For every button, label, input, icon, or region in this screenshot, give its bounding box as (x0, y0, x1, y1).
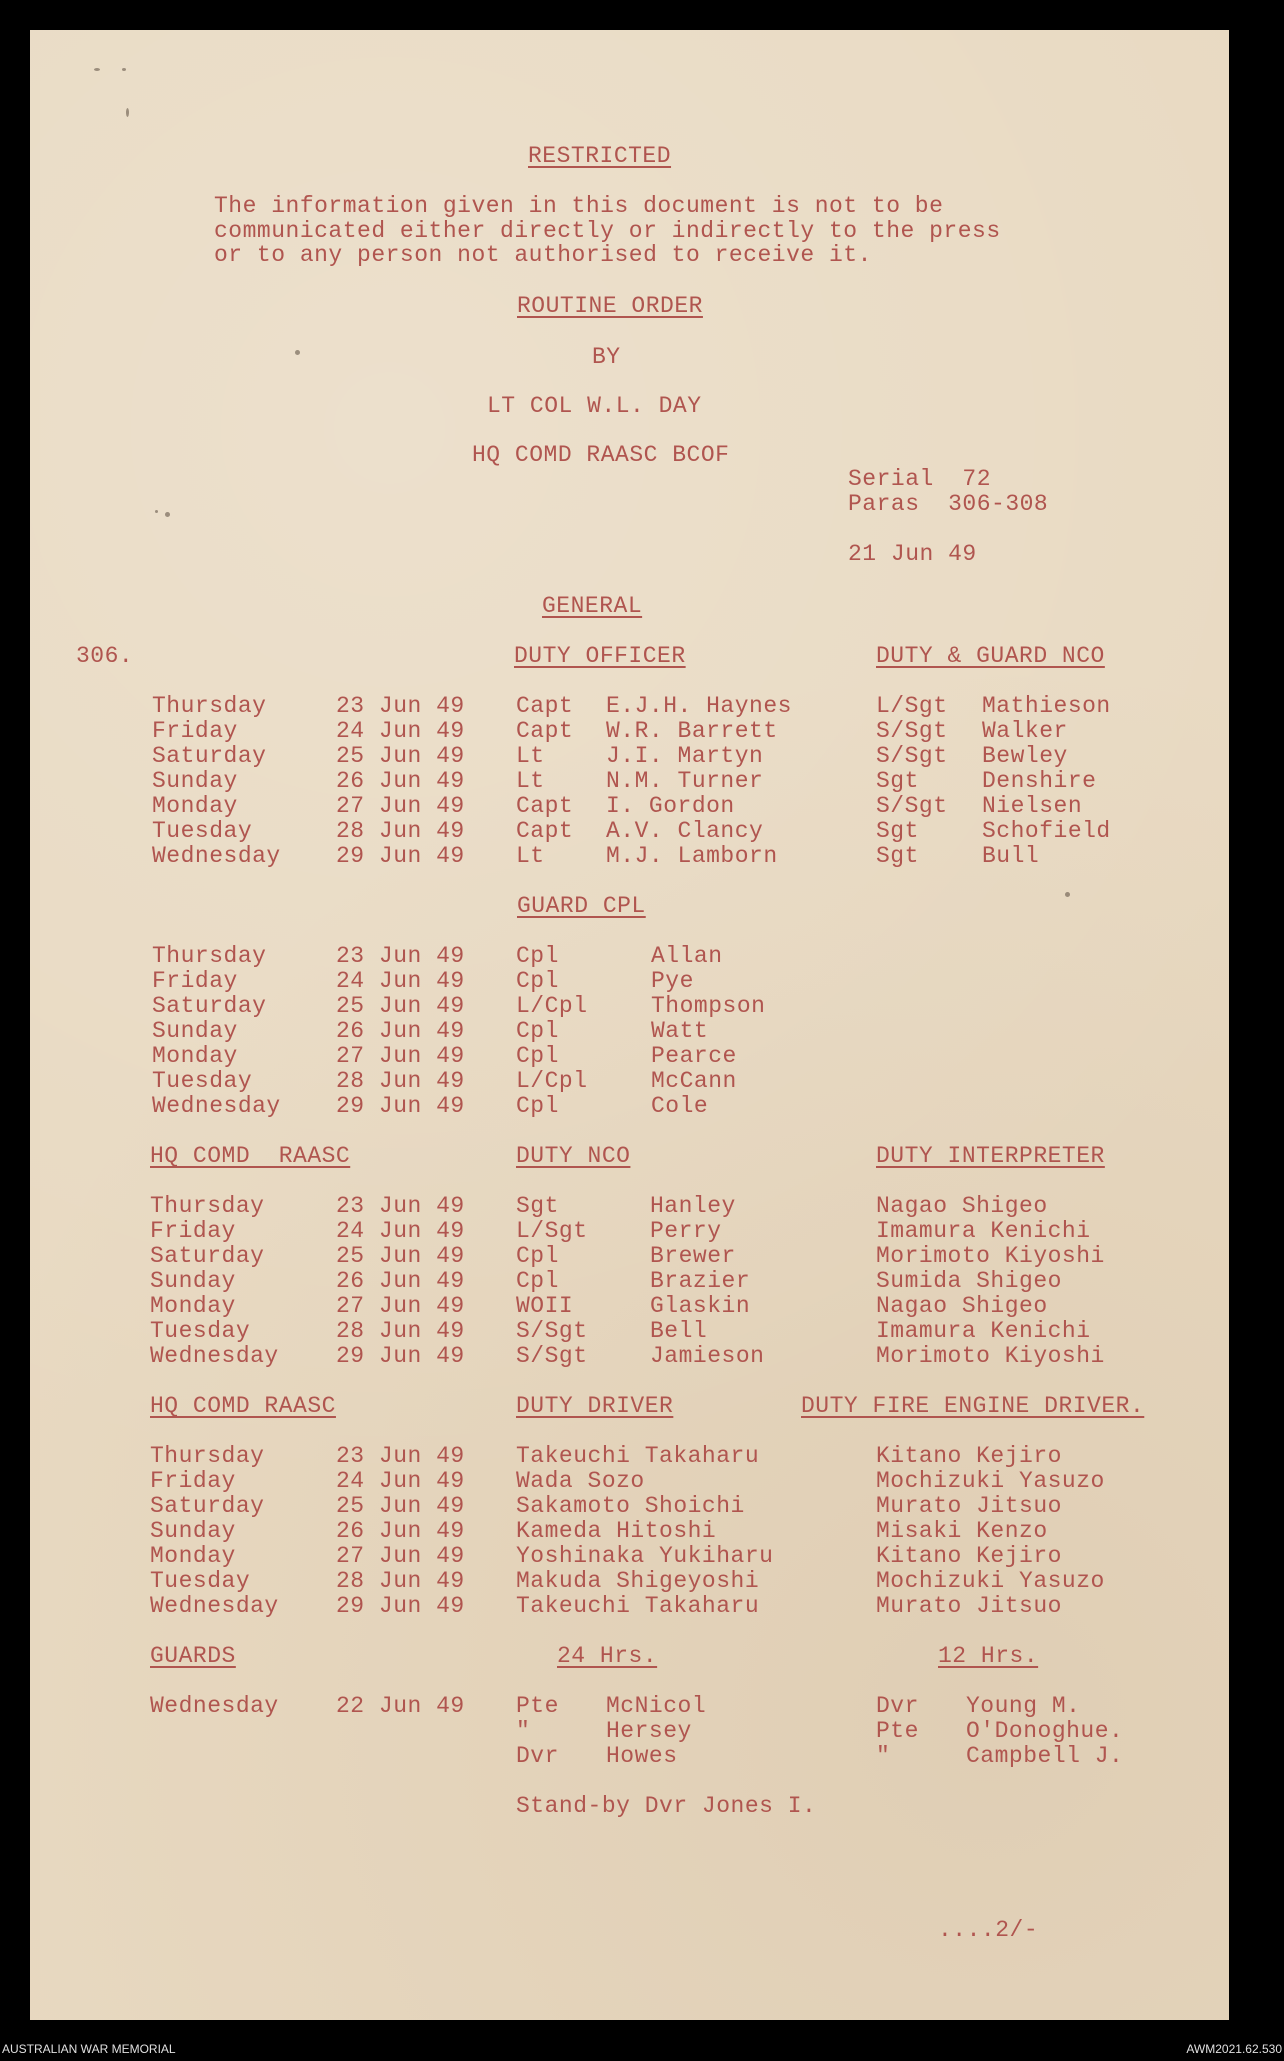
table-row (30, 1069, 1229, 1094)
date-cell: 28 Jun 49 (336, 1568, 465, 1594)
day-cell: Thursday (152, 943, 267, 969)
date-cell: 25 Jun 49 (336, 993, 465, 1019)
table-row (30, 1194, 1229, 1219)
day-cell: Friday (152, 718, 238, 744)
name-cell: Glaskin (650, 1293, 751, 1319)
interpreter-cell: Imamura Kenichi (876, 1218, 1091, 1244)
table-row (30, 1469, 1229, 1494)
name-cell: Thompson (651, 993, 766, 1019)
interpreter-cell: Nagao Shigeo (876, 1193, 1048, 1219)
nco-rank-cell: L/Sgt (876, 693, 948, 719)
interpreter-cell: Nagao Shigeo (876, 1293, 1048, 1319)
name-cell: N.M. Turner (606, 768, 764, 794)
interpreter-cell: Morimoto Kiyoshi (876, 1243, 1105, 1269)
date-cell: 28 Jun 49 (336, 1318, 465, 1344)
day-cell: Wednesday (150, 1693, 279, 1719)
table-row (30, 994, 1229, 1019)
rank-cell: Cpl (516, 1018, 559, 1044)
day-cell: Saturday (152, 993, 267, 1019)
date-cell: 24 Jun 49 (336, 1218, 465, 1244)
nco-name-cell: Mathieson (982, 693, 1111, 719)
hq-comd-heading: HQ COMD RAASC (150, 1393, 336, 1419)
name-cell: Cole (651, 1093, 709, 1119)
rank-cell: Cpl (516, 1093, 559, 1119)
fire-driver-cell: Mochizuki Yasuzo (876, 1468, 1105, 1494)
rank-cell: Cpl (516, 1243, 559, 1269)
rank-cell: L/Cpl (516, 993, 588, 1019)
paper-mark (295, 350, 300, 355)
name-cell: A.V. Clancy (606, 818, 764, 844)
date-cell: 27 Jun 49 (336, 1043, 465, 1069)
date-cell: 25 Jun 49 (336, 1243, 465, 1269)
date-cell: 23 Jun 49 (336, 1193, 465, 1219)
hq-comd-heading: HQ COMD RAASC (150, 1143, 351, 1169)
day-cell: Saturday (150, 1493, 265, 1519)
archive-footer-right: AWM2021.62.530 (1186, 2042, 1282, 2056)
name-cell: M.J. Lamborn (606, 843, 778, 869)
driver-cell: Kameda Hitoshi (516, 1518, 717, 1544)
order-date: 21 Jun 49 (848, 541, 977, 567)
nco-rank-cell: Sgt (876, 843, 919, 869)
rank-cell: Cpl (516, 968, 559, 994)
table-row (30, 969, 1229, 994)
name-24-cell: Hersey (606, 1718, 692, 1744)
table-row (30, 1569, 1229, 1594)
rank-cell: Lt (516, 743, 545, 769)
notice-line: communicated either directly or indirectly to the press (214, 218, 1001, 244)
date-cell: 26 Jun 49 (336, 1268, 465, 1294)
notice-line: The information given in this document is not to be (214, 193, 944, 219)
day-cell: Tuesday (150, 1318, 251, 1344)
day-cell: Wednesday (152, 1093, 281, 1119)
date-cell: 27 Jun 49 (336, 1543, 465, 1569)
date-cell: 22 Jun 49 (336, 1693, 465, 1719)
date-cell: 24 Jun 49 (336, 718, 465, 744)
table-row (30, 1719, 1229, 1744)
routine-order-heading: ROUTINE ORDER (517, 293, 703, 319)
table-row (30, 794, 1229, 819)
paras-range: Paras 306-308 (848, 491, 1049, 517)
name-cell: W.R. Barrett (606, 718, 778, 744)
date-cell: 26 Jun 49 (336, 768, 465, 794)
table-row (30, 1544, 1229, 1569)
rank-cell: Lt (516, 843, 545, 869)
officer-name: LT COL W.L. DAY (487, 393, 702, 419)
unit-name: HQ COMD RAASC BCOF (472, 442, 730, 468)
table-row (30, 1319, 1229, 1344)
duty-fire-engine-driver-heading: DUTY FIRE ENGINE DRIVER. (801, 1393, 1145, 1419)
table-row (30, 1744, 1229, 1769)
day-cell: Thursday (150, 1193, 265, 1219)
name-cell: E.J.H. Haynes (606, 693, 792, 719)
rank-cell: L/Cpl (516, 1068, 588, 1094)
table-row (30, 1269, 1229, 1294)
day-cell: Saturday (152, 743, 267, 769)
nco-name-cell: Schofield (982, 818, 1111, 844)
guard-cpl-heading: GUARD CPL (517, 893, 646, 919)
rank-cell: Cpl (516, 943, 559, 969)
nco-rank-cell: S/Sgt (876, 718, 948, 744)
fire-driver-cell: Misaki Kenzo (876, 1518, 1048, 1544)
date-cell: 29 Jun 49 (336, 843, 465, 869)
rank-cell: Capt (516, 693, 574, 719)
driver-cell: Makuda Shigeyoshi (516, 1568, 760, 1594)
rank-12-cell: Pte (876, 1718, 919, 1744)
table-row (30, 769, 1229, 794)
paper-mark (155, 510, 158, 513)
day-cell: Wednesday (150, 1343, 279, 1369)
nco-name-cell: Denshire (982, 768, 1097, 794)
fire-driver-cell: Kitano Kejiro (876, 1443, 1062, 1469)
date-cell: 23 Jun 49 (336, 943, 465, 969)
duty-nco-heading: DUTY NCO (516, 1143, 631, 1169)
name-24-cell: Howes (606, 1743, 678, 1769)
name-cell: Pearce (651, 1043, 737, 1069)
name-cell: Perry (650, 1218, 722, 1244)
paper-mark (122, 68, 126, 71)
driver-cell: Takeuchi Takaharu (516, 1593, 760, 1619)
date-cell: 29 Jun 49 (336, 1093, 465, 1119)
name-24-cell: McNicol (606, 1693, 707, 1719)
name-cell: I. Gordon (606, 793, 735, 819)
fire-driver-cell: Murato Jitsuo (876, 1493, 1062, 1519)
name-cell: Pye (651, 968, 694, 994)
date-cell: 29 Jun 49 (336, 1343, 465, 1369)
nco-rank-cell: Sgt (876, 768, 919, 794)
date-cell: 23 Jun 49 (336, 693, 465, 719)
day-cell: Monday (150, 1543, 236, 1569)
paper-mark (94, 68, 100, 71)
rank-cell: Cpl (516, 1268, 559, 1294)
rank-cell: Lt (516, 768, 545, 794)
duty-officer-heading: DUTY OFFICER (514, 643, 686, 669)
fire-driver-cell: Mochizuki Yasuzo (876, 1568, 1105, 1594)
paper-mark (1065, 892, 1070, 897)
rank-cell: L/Sgt (516, 1218, 588, 1244)
nco-name-cell: Walker (982, 718, 1068, 744)
standby-driver: Stand-by Dvr Jones I. (516, 1793, 817, 1819)
day-cell: Sunday (150, 1518, 236, 1544)
duty-guard-nco-heading: DUTY & GUARD NCO (876, 643, 1105, 669)
duty-driver-heading: DUTY DRIVER (516, 1393, 674, 1419)
table-row (30, 1494, 1229, 1519)
day-cell: Tuesday (150, 1568, 251, 1594)
day-cell: Friday (150, 1218, 236, 1244)
rank-12-cell: " (876, 1743, 891, 1769)
table-row (30, 719, 1229, 744)
table-row (30, 1519, 1229, 1544)
day-cell: Monday (152, 1043, 238, 1069)
rank-cell: Capt (516, 818, 574, 844)
table-row (30, 1344, 1229, 1369)
name-cell: Allan (651, 943, 723, 969)
nco-name-cell: Bewley (982, 743, 1068, 769)
table-row (30, 1294, 1229, 1319)
driver-cell: Yoshinaka Yukiharu (516, 1543, 774, 1569)
interpreter-cell: Morimoto Kiyoshi (876, 1343, 1105, 1369)
date-cell: 24 Jun 49 (336, 1468, 465, 1494)
name-12-cell: Young M. (966, 1693, 1081, 1719)
date-cell: 26 Jun 49 (336, 1018, 465, 1044)
rank-12-cell: Dvr (876, 1693, 919, 1719)
date-cell: 25 Jun 49 (336, 743, 465, 769)
day-cell: Sunday (152, 768, 238, 794)
guards-heading: GUARDS (150, 1643, 236, 1669)
table-row (30, 1244, 1229, 1269)
guards-24hrs-heading: 24 Hrs. (557, 1643, 658, 1669)
day-cell: Wednesday (152, 843, 281, 869)
table-row (30, 1694, 1229, 1719)
table-row (30, 1094, 1229, 1119)
name-cell: J.I. Martyn (606, 743, 764, 769)
date-cell: 27 Jun 49 (336, 1293, 465, 1319)
table-row (30, 844, 1229, 869)
fire-driver-cell: Murato Jitsuo (876, 1593, 1062, 1619)
name-cell: Brewer (650, 1243, 736, 1269)
day-cell: Saturday (150, 1243, 265, 1269)
notice-line: or to any person not authorised to receive it. (214, 242, 872, 268)
date-cell: 28 Jun 49 (336, 1068, 465, 1094)
day-cell: Tuesday (152, 818, 253, 844)
rank-24-cell: Pte (516, 1693, 559, 1719)
nco-rank-cell: S/Sgt (876, 743, 948, 769)
table-row (30, 1219, 1229, 1244)
serial-number: Serial 72 (848, 466, 992, 492)
section-heading: GENERAL (542, 593, 643, 619)
rank-24-cell: Dvr (516, 1743, 559, 1769)
rank-cell: Capt (516, 718, 574, 744)
rank-cell: S/Sgt (516, 1318, 588, 1344)
table-row (30, 1019, 1229, 1044)
paper-mark (165, 512, 170, 517)
table-row (30, 1594, 1229, 1619)
rank-24-cell: " (516, 1718, 531, 1744)
nco-rank-cell: Sgt (876, 818, 919, 844)
driver-cell: Wada Sozo (516, 1468, 645, 1494)
archive-footer-left: AUSTRALIAN WAR MEMORIAL (2, 2042, 176, 2056)
date-cell: 28 Jun 49 (336, 818, 465, 844)
day-cell: Friday (150, 1468, 236, 1494)
date-cell: 26 Jun 49 (336, 1518, 465, 1544)
date-cell: 25 Jun 49 (336, 1493, 465, 1519)
day-cell: Thursday (152, 693, 267, 719)
paragraph-number: 306. (76, 643, 134, 669)
date-cell: 29 Jun 49 (336, 1593, 465, 1619)
table-row (30, 819, 1229, 844)
name-cell: Brazier (650, 1268, 751, 1294)
rank-cell: S/Sgt (516, 1343, 588, 1369)
table-row (30, 744, 1229, 769)
name-cell: Hanley (650, 1193, 736, 1219)
date-cell: 23 Jun 49 (336, 1443, 465, 1469)
name-cell: Bell (650, 1318, 708, 1344)
name-cell: McCann (651, 1068, 737, 1094)
day-cell: Wednesday (150, 1593, 279, 1619)
date-cell: 27 Jun 49 (336, 793, 465, 819)
page-continuation: ....2/- (938, 1917, 1039, 1943)
interpreter-cell: Sumida Shigeo (876, 1268, 1062, 1294)
driver-cell: Takeuchi Takaharu (516, 1443, 760, 1469)
day-cell: Tuesday (152, 1068, 253, 1094)
nco-name-cell: Nielsen (982, 793, 1083, 819)
interpreter-cell: Imamura Kenichi (876, 1318, 1091, 1344)
day-cell: Friday (152, 968, 238, 994)
rank-cell: WOII (516, 1293, 574, 1319)
rank-cell: Capt (516, 793, 574, 819)
table-row (30, 1444, 1229, 1469)
table-row (30, 944, 1229, 969)
day-cell: Sunday (150, 1268, 236, 1294)
guards-12hrs-heading: 12 Hrs. (938, 1643, 1039, 1669)
date-cell: 24 Jun 49 (336, 968, 465, 994)
day-cell: Thursday (150, 1443, 265, 1469)
day-cell: Monday (152, 793, 238, 819)
name-cell: Jamieson (650, 1343, 765, 1369)
duty-interpreter-heading: DUTY INTERPRETER (876, 1143, 1105, 1169)
table-row (30, 1044, 1229, 1069)
fire-driver-cell: Kitano Kejiro (876, 1543, 1062, 1569)
rank-cell: Sgt (516, 1193, 559, 1219)
name-12-cell: O'Donoghue. (966, 1718, 1124, 1744)
day-cell: Sunday (152, 1018, 238, 1044)
paper-mark (126, 108, 129, 117)
rank-cell: Cpl (516, 1043, 559, 1069)
name-cell: Watt (651, 1018, 709, 1044)
document-page (30, 30, 1229, 2020)
by-label: BY (592, 344, 621, 370)
nco-name-cell: Bull (982, 843, 1040, 869)
restricted-heading: RESTRICTED (528, 143, 672, 169)
day-cell: Monday (150, 1293, 236, 1319)
nco-rank-cell: S/Sgt (876, 793, 948, 819)
driver-cell: Sakamoto Shoichi (516, 1493, 745, 1519)
table-row (30, 694, 1229, 719)
name-12-cell: Campbell J. (966, 1743, 1124, 1769)
